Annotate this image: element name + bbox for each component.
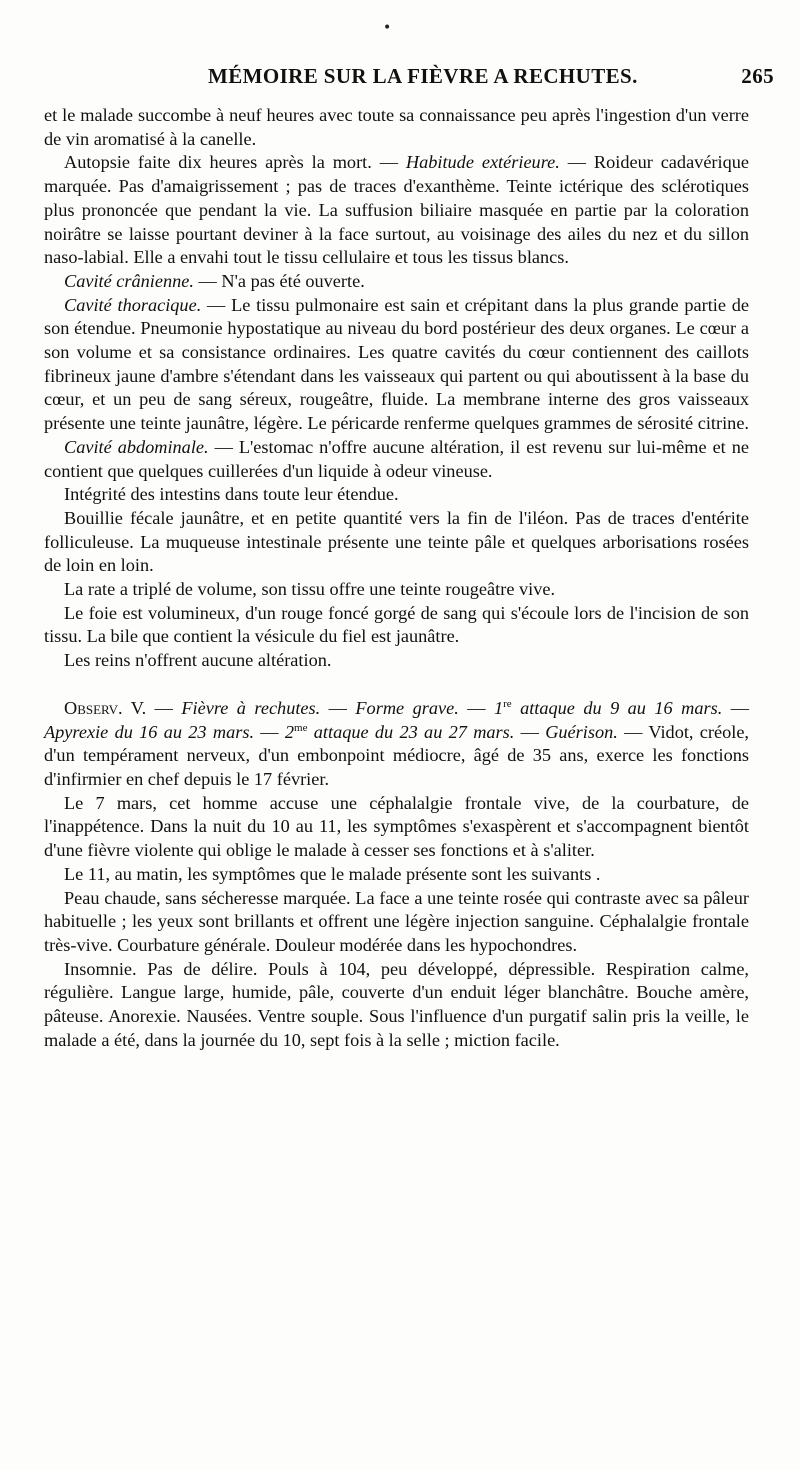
text-run: — Roideur cadavérique marquée. Pas d'amaigrissement ; pas de traces d'exanthème. Teinte ictérique des sclérotiques plus prononcée que pendant la vie. La suffusion biliaire masquée en partie par la coloration noirâtre se laisse pourtant deviner à la face surtout, au voisinage des ailes du nez et du sillon naso-labial. Elle a envahi tout le tissu cellulaire et tous les tissus blancs. — [44, 152, 749, 268]
page-number: 265 — [741, 64, 774, 88]
running-title: MÉMOIRE SUR LA FIÈVRE A RECHUTES. — [208, 64, 638, 88]
section-heading: Cavité abdominale. — [64, 436, 209, 457]
body-text — [44, 104, 749, 1052]
paragraph: Le foie est volumineux, d'un rouge foncé gorgé de sang qui s'écoule lors de l'incision de son tissu. La bile que contient la vésicule du fiel est jaunâtre. — [44, 602, 749, 647]
second-attack-sup: me — [294, 721, 308, 734]
paragraph-thoracic — [44, 294, 749, 436]
paragraph: Intégrité des intestins dans toute leur étendue. — [64, 484, 399, 505]
second-attack: attaque du 23 au 27 mars. — [307, 721, 515, 742]
paragraph: Le 7 mars, cet homme accuse une céphalalgie frontale vive, de la courbature, de l'inappétence. Dans la nuit du 10 au 11, les symptômes s'exaspèrent et s'accompagnent bientôt d'une fièvre violente qui oblige le malade à cesser ses fonctions et à s'aliter. — [44, 792, 749, 861]
dash: — — [254, 721, 285, 742]
dash: — — [514, 721, 546, 742]
observation-label: Observ. — [64, 697, 123, 718]
paragraph-abdominal — [44, 436, 749, 483]
paragraph-autopsy — [44, 151, 749, 270]
observation-heading — [44, 697, 749, 792]
paragraph-cranial — [44, 270, 749, 294]
paragraph: et le malade succombe à neuf heures avec toute sa connaissance peu après l'ingestion d'un verre de vin aromatisé à la canelle. — [44, 105, 749, 149]
text-run: Autopsie faite dix heures après la mort. — — [64, 152, 406, 173]
observation-number: V. — — [122, 697, 182, 718]
paragraph: Le 11, au matin, les symptômes que le malade présente sont les suivants . — [64, 863, 601, 884]
text-run: — Vidot, créole, d'un tempérament nerveux, d'un embonpoint médiocre, âgé de 35 ans, exerce les fonctions d'infirmier en chef depuis le 17 février. — [44, 721, 750, 789]
first-attack-number: 1 — [493, 697, 504, 718]
section-heading: Cavité thoracique. — [64, 294, 202, 315]
text-run: — N'a pas été ouverte. — [193, 270, 365, 291]
paragraph: La rate a triplé de volume, son tissu offre une teinte rougeâtre vive. — [64, 579, 556, 600]
text-run: — Le tissu pulmonaire est sain et crépitant dans la plus grande partie de son étendue. Pneumonie hypostatique au niveau du bord postérieur des deux organes. Le cœur a son volume et sa consistance ordinaires. Les quatre cavités du cœur contiennent des caillots fibrineux jaune d'ambre s'étendant dans les vaisseaux qui partent ou qui aboutissent à la base du cœur, et un peu de sang séreux, rougeâtre, fluide. La membrane interne des gros vaisseaux présente une teinte jaunâtre, légère. Le péricarde renferme quelques grammes de sérosité citrine. — [44, 294, 750, 434]
apyrexia: Apyrexie du 16 au 23 mars. — [44, 721, 255, 742]
paragraph: Les reins n'offrent aucune altération. — [64, 650, 332, 671]
section-heading: Habitude extérieure. — [405, 152, 560, 173]
paragraph: Bouillie fécale jaunâtre, et en petite quantité vers la fin de l'iléon. Pas de traces d'entérite folliculeuse. La muqueuse intestinale présente une teinte pâle et quelques arborisations rosées de loin en loin. — [44, 507, 749, 576]
observation-form: Forme grave. — [355, 697, 459, 718]
observation-title: Fièvre à rechutes. — [181, 697, 321, 718]
outcome: Guérison. — [545, 721, 618, 742]
paragraph: Peau chaude, sans sécheresse marquée. La face a une teinte rosée qui contraste avec sa pâleur habituelle ; les yeux sont brillants et offrent une légère injection sanguine. Céphalalgie frontale très-vive. Courbature générale. Douleur modérée dans les hypochondres. — [44, 887, 749, 955]
paragraph: Insomnie. Pas de délire. Pouls à 104, peu développé, dépressible. Respiration calme, régulière. Langue large, humide, pâle, couverte d'un enduit léger blanchâtre. Bouche amère, pâteuse. Anorexie. Nausées. Ventre souple. Sous l'influence d'un purgatif salin pris la veille, le malade a été, dans la journée du 10, sept fois à la selle ; miction facile. — [44, 958, 749, 1050]
first-attack-sup: re — [503, 697, 512, 710]
ornament-dot: • — [383, 20, 392, 36]
dash: — — [722, 697, 749, 718]
text-run: — L'estomac n'offre aucune altération, il est revenu sur lui-même et ne contient que quelques cuillerées d'un liquide à odeur vineuse. — [44, 436, 749, 481]
dash: — — [458, 697, 494, 718]
first-attack: attaque du 9 au 16 mars. — [511, 697, 723, 718]
second-attack-number: 2 — [284, 721, 295, 742]
running-head — [208, 60, 774, 90]
section-heading: Cavité crânienne. — [64, 270, 194, 291]
dash: — — [320, 697, 356, 718]
